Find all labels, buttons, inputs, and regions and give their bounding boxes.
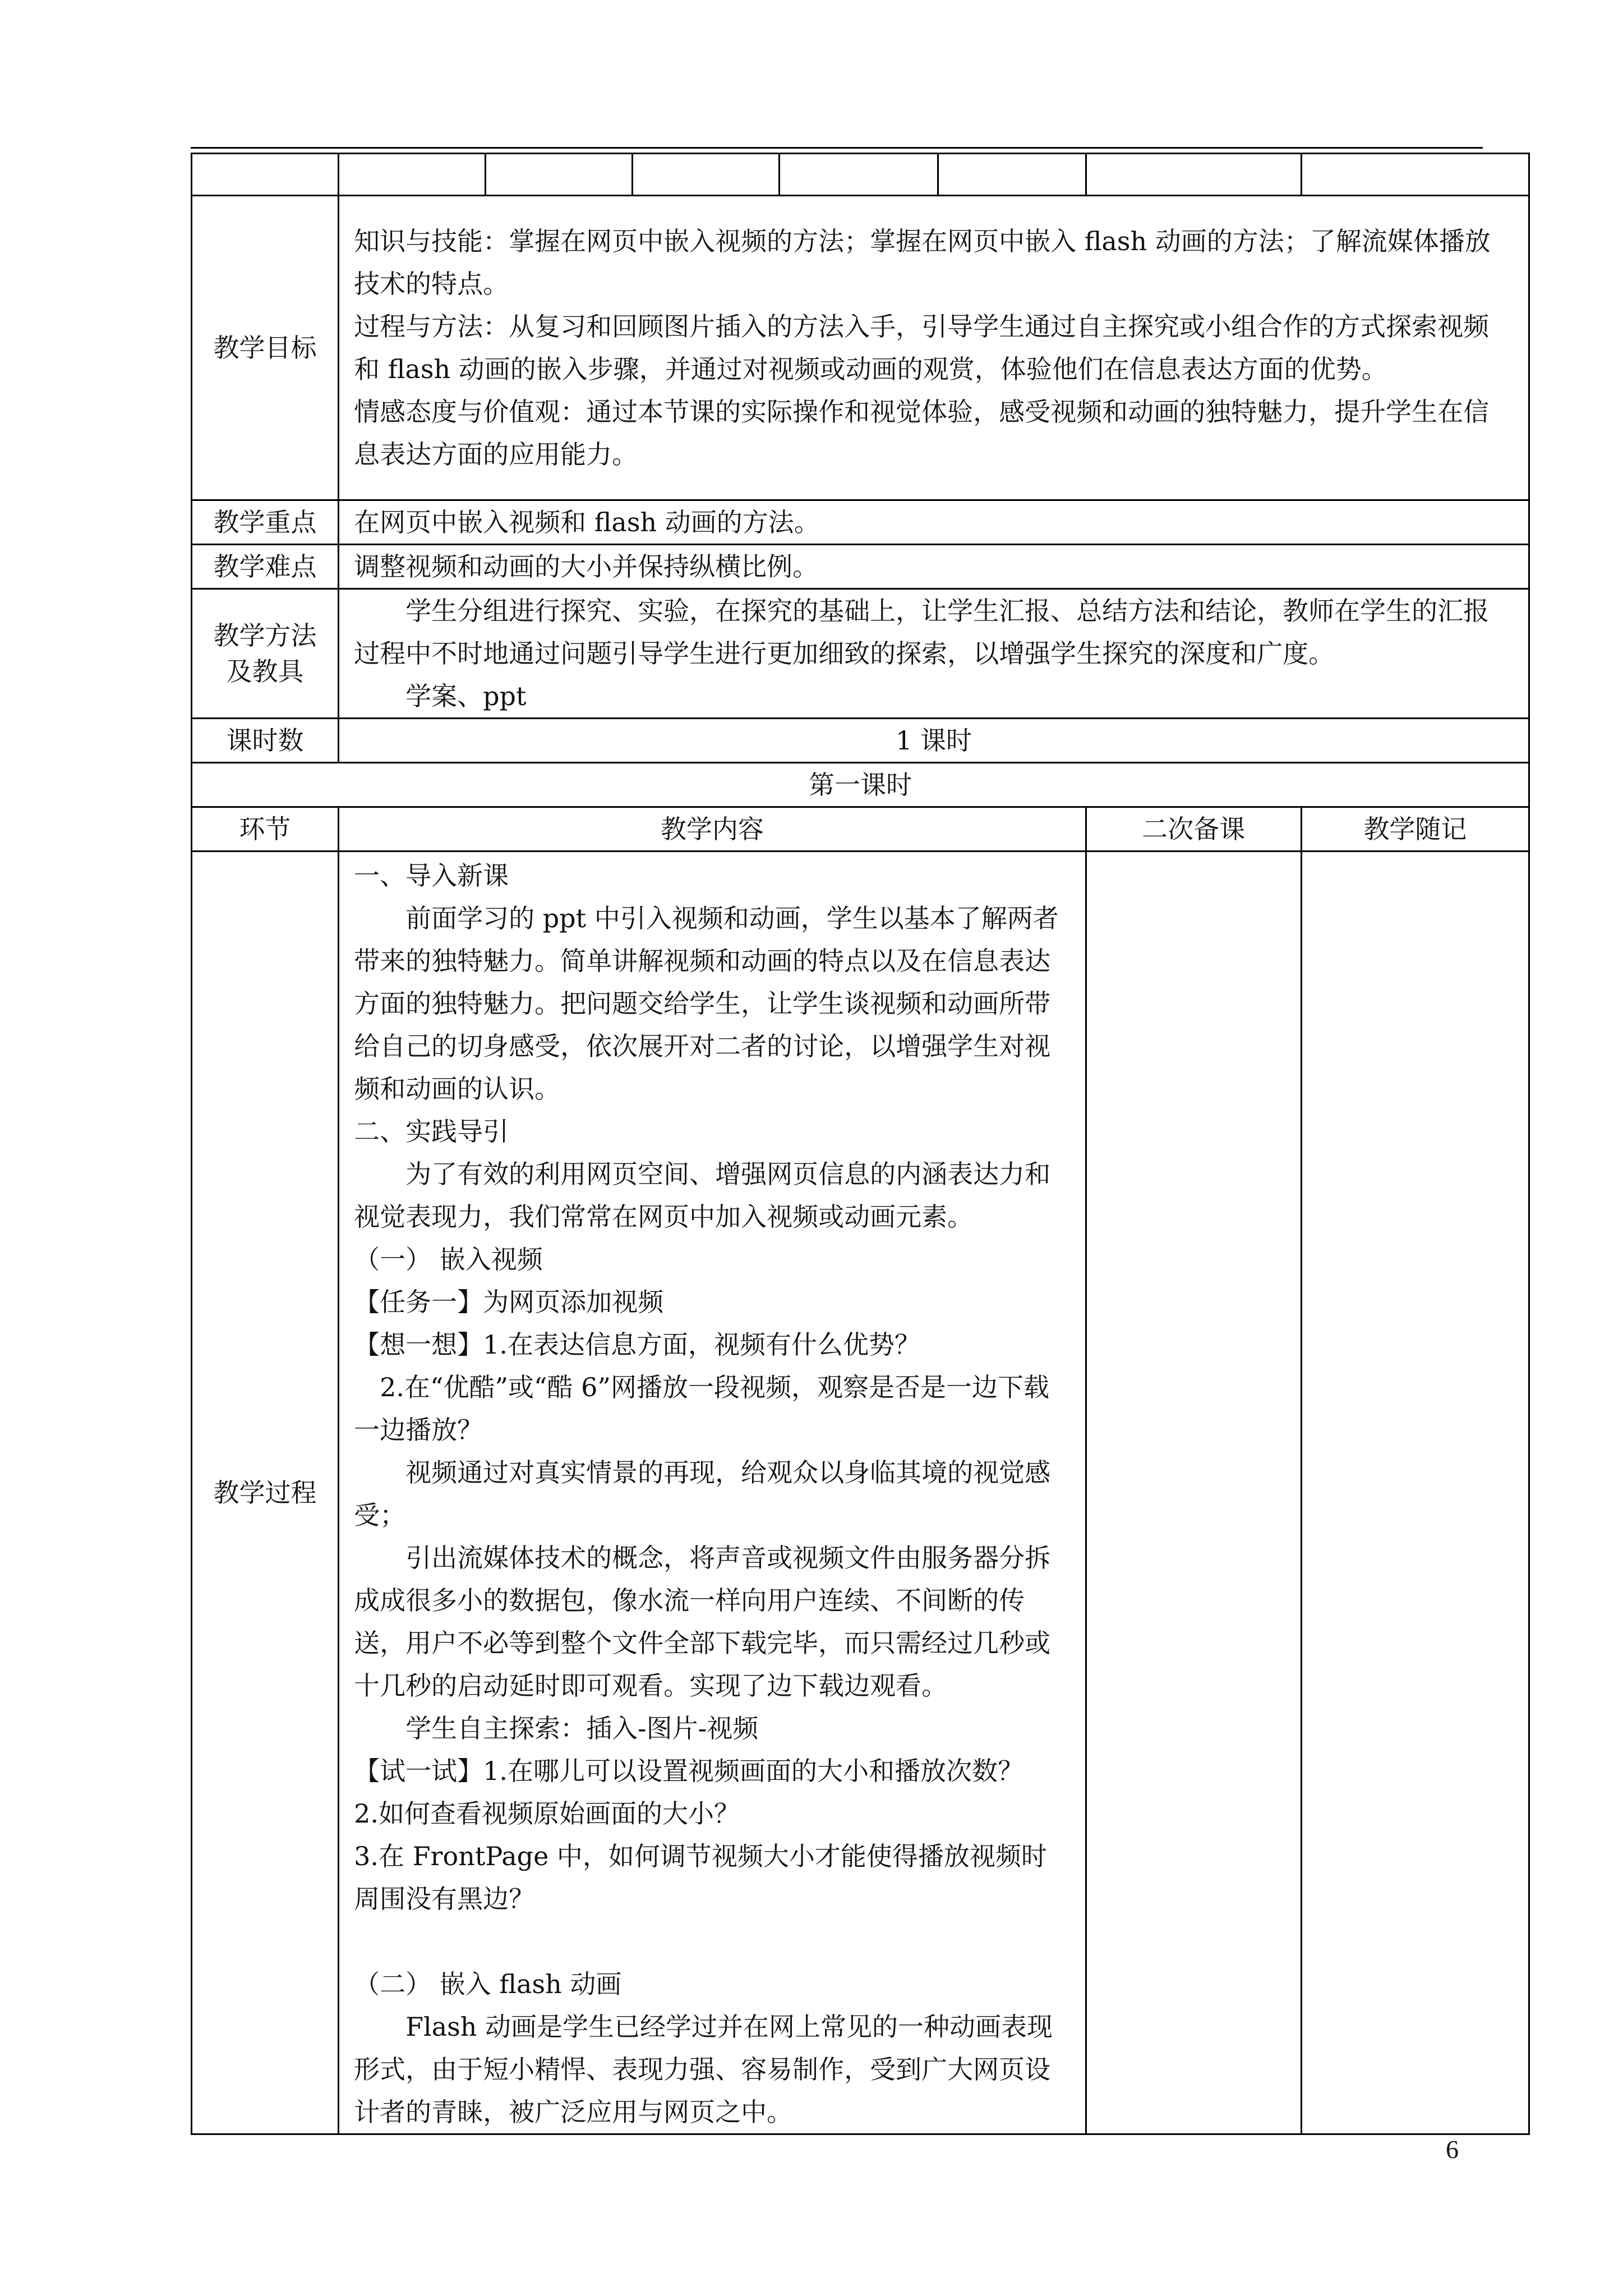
hours-label: 课时数 <box>192 719 339 763</box>
objectives-content <box>339 196 1529 500</box>
process-content <box>339 852 1086 2134</box>
empty-cell <box>1086 154 1301 196</box>
key-points-row <box>192 500 1529 545</box>
subsection-video-heading: （一） 嵌入视频 <box>354 1244 543 1274</box>
section-practice-heading: 二、实践导引 <box>354 1116 509 1147</box>
empty-cell <box>339 154 486 196</box>
blank-line <box>354 1920 1071 1963</box>
hours-row <box>192 719 1529 763</box>
key-points-text: 在网页中嵌入视频和 flash 动画的方法。 <box>339 500 1529 545</box>
lesson-plan-table <box>191 153 1530 2135</box>
empty-cell <box>1301 154 1529 196</box>
empty-cell <box>192 154 339 196</box>
empty-cell <box>938 154 1086 196</box>
think-question-1: 【想一想】1.在表达信息方面，视频有什么优势？ <box>354 1329 920 1360</box>
methods-content <box>339 589 1529 719</box>
column-header-row <box>192 807 1529 852</box>
objective-attitude: 情感态度与价值观：通过本节课的实际操作和视觉体验，感受视频和动画的独特魅力，提升学生在信息表达方面的应用能力。 <box>354 397 1490 470</box>
try-question-3: 3.在 FrontPage 中，如何调节视频大小才能使得播放视频时周围没有黑边？ <box>354 1841 1047 1914</box>
notes-cell <box>1301 852 1529 2134</box>
methods-label-line1: 教学方法 <box>213 620 317 651</box>
process-label: 教学过程 <box>192 852 339 2134</box>
subsection-flash-heading: （二） 嵌入 flash 动画 <box>354 1969 622 1999</box>
session-title: 第一课时 <box>192 763 1529 807</box>
intro-paragraph: 前面学习的 ppt 中引入视频和动画，学生以基本了解两者带来的独特魅力。简单讲解视频和动画的特点以及在信息表达方面的独特魅力。把问题交给学生，让学生谈视频和动画所带给自己的切身感受，依次展开对二者的讨论，以增强学生对视频和动画的认识。 <box>354 903 1059 1104</box>
session-row <box>192 763 1529 807</box>
top-empty-row <box>192 154 1529 196</box>
header-rule <box>191 147 1483 149</box>
video-benefit-paragraph: 视频通过对真实情景的再现，给观众以身临其境的视觉感受； <box>354 1457 1051 1530</box>
methods-label-line2: 及教具 <box>226 656 304 687</box>
empty-cell <box>780 154 938 196</box>
practice-paragraph: 为了有效的利用网页空间、增强网页信息的内涵表达力和视觉表现力，我们常常在网页中加入视频或动画元素。 <box>354 1159 1051 1232</box>
col-second-prep: 二次备课 <box>1086 807 1301 852</box>
explore-paragraph: 学生自主探索：插入-图片-视频 <box>405 1713 759 1743</box>
difficulties-label: 教学难点 <box>192 545 339 589</box>
process-row <box>192 852 1529 2134</box>
try-question-1: 【试一试】1.在哪儿可以设置视频画面的大小和播放次数？ <box>354 1756 1023 1786</box>
difficulties-text: 调整视频和动画的大小并保持纵横比例。 <box>339 545 1529 589</box>
objective-process: 过程与方法：从复习和回顾图片插入的方法入手，引导学生通过自主探究或小组合作的方式探索视频和 flash 动画的嵌入步骤，并通过对视频或动画的观赏，体验他们在信息表达方面的优势。 <box>354 311 1490 384</box>
methods-text: 学生分组进行探究、实验，在探究的基础上，让学生汇报、总结方法和结论，教师在学生的汇报过程中不时地通过问题引导学生进行更加细致的探索，以增强学生探究的深度和广度。 <box>354 596 1490 669</box>
objective-knowledge: 知识与技能：掌握在网页中嵌入视频的方法；掌握在网页中嵌入 flash 动画的方法；了解流媒体播放技术的特点。 <box>354 226 1491 299</box>
page-number: 6 <box>1446 2135 1459 2164</box>
section-intro-heading: 一、导入新课 <box>354 861 509 891</box>
methods-label <box>192 589 339 719</box>
flash-paragraph: Flash 动画是学生已经学过并在网上常见的一种动画表现形式，由于短小精悍、表现力强、容易制作，受到广大网页设计者的青睐，被广泛应用与网页之中。 <box>354 2012 1053 2127</box>
methods-tools: 学案、ppt <box>405 681 527 711</box>
objectives-label: 教学目标 <box>192 196 339 500</box>
methods-row <box>192 589 1529 719</box>
second-prep-cell <box>1086 852 1301 2134</box>
key-points-label: 教学重点 <box>192 500 339 545</box>
streaming-paragraph: 引出流媒体技术的概念，将声音或视频文件由服务器分拆成成很多小的数据包，像水流一样向用户连续、不间断的传送，用户不必等到整个文件全部下载完毕，而只需经过几秒或十几秒的启动延时即可观看。实现了边下载边观看。 <box>354 1543 1051 1701</box>
task-one: 【任务一】为网页添加视频 <box>354 1287 664 1317</box>
empty-cell <box>486 154 633 196</box>
think-question-2: 2.在“优酷”或“酷 6”网播放一段视频，观察是否是一边下载一边播放？ <box>354 1372 1049 1445</box>
difficulties-row <box>192 545 1529 589</box>
empty-cell <box>633 154 780 196</box>
col-notes: 教学随记 <box>1301 807 1529 852</box>
col-content: 教学内容 <box>339 807 1086 852</box>
hours-value: 1 课时 <box>339 719 1529 763</box>
try-question-2: 2.如何查看视频原始画面的大小？ <box>354 1798 740 1829</box>
col-stage: 环节 <box>192 807 339 852</box>
objectives-row <box>192 196 1529 500</box>
